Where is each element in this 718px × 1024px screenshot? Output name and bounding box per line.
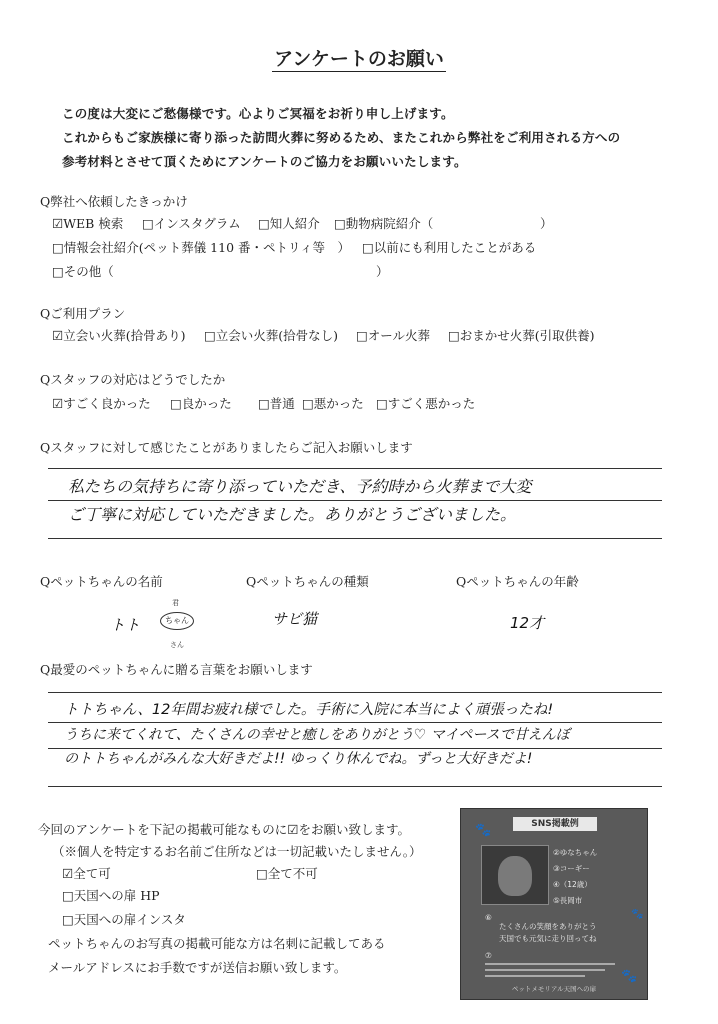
paw-icon: 🐾 bbox=[475, 823, 492, 838]
question-staff-comment: Qスタッフに対して感じたことがありましたらご記入お願いします bbox=[40, 440, 413, 455]
sns-item-6-text-2: 天国でも元気に走り回ってね bbox=[499, 934, 597, 943]
answer-line bbox=[48, 692, 662, 693]
sns-item-6-text-1: たくさんの笑顔をありがとう bbox=[499, 922, 597, 931]
checkbox-animal-hospital[interactable]: □動物病院紹介（ bbox=[334, 216, 434, 231]
sns-placeholder-text bbox=[485, 969, 605, 971]
answer-line bbox=[48, 538, 662, 539]
checkbox-plan-omakase[interactable]: □おまかせ火葬(引取供養) bbox=[448, 328, 595, 343]
answer-line bbox=[48, 722, 662, 723]
consent-privacy-note: （※個人を特定するお名前ご住所などは一切記載いたしません。） bbox=[52, 844, 422, 859]
checkbox-instagram[interactable]: □インスタグラム bbox=[142, 216, 241, 231]
message-line-2: うちに来てくれて、たくさんの幸せと癒しをありがとう♡ マイペースで甘えんぼ bbox=[64, 727, 570, 743]
sns-item-3: ③コーギー bbox=[553, 864, 590, 873]
checkbox-publish-all[interactable]: ☑全て可 bbox=[62, 866, 111, 881]
checkbox-used-before[interactable]: □以前にも利用したことがある bbox=[362, 240, 537, 255]
staff-comment-line-1: 私たちの気持ちに寄り添っていただき、予約時から火葬まで大変 bbox=[68, 477, 532, 496]
paw-icon: 🐾 bbox=[621, 969, 638, 984]
checkbox-good[interactable]: □良かった bbox=[170, 396, 232, 411]
checkbox-other[interactable]: □その他（ bbox=[52, 264, 114, 279]
checkbox-very-good[interactable]: ☑すごく良かった bbox=[52, 396, 151, 411]
question-pet-age: Qペットちゃんの年齢 bbox=[456, 574, 579, 589]
checkbox-plan-all[interactable]: □オール火葬 bbox=[356, 328, 431, 343]
checkbox-acquaintance[interactable]: □知人紹介 bbox=[258, 216, 320, 231]
pet-age-value: 12才 bbox=[510, 614, 545, 632]
dog-image-icon bbox=[498, 856, 532, 896]
sns-example-header: SNS掲載例 bbox=[513, 817, 597, 831]
message-line-3: のトトちゃんがみんな大好きだよ!! ゆっくり休んでね。ずっと大好きだよ! bbox=[64, 751, 533, 767]
honorific-san: さん bbox=[170, 641, 184, 649]
checkbox-publish-instagram[interactable]: □天国への扉インスタ bbox=[62, 912, 186, 927]
sns-footer: ペットメモリアル天国への扉 bbox=[511, 985, 597, 993]
question-pet-type: Qペットちゃんの種類 bbox=[246, 574, 369, 589]
pet-name-value: トト bbox=[110, 616, 141, 634]
intro-line-2: これからもご家族様に寄り添った訪問火葬に努めるため、またこれから弊社をご利用される方への bbox=[62, 130, 621, 145]
honorific-chan-circled: ちゃん bbox=[160, 612, 194, 630]
sns-example-photo bbox=[481, 845, 549, 905]
consent-instruction: 今回のアンケートを下記の掲載可能なものに☑をお願い致します。 bbox=[38, 822, 410, 837]
answer-line bbox=[48, 468, 662, 469]
intro-line-1: この度は大変にご愁傷様です。心よりご冥福をお祈り申し上げます。 bbox=[62, 106, 454, 121]
photo-note-line-1: ペットちゃんのお写真の掲載可能な方は名刺に記載してある bbox=[48, 936, 386, 951]
checkbox-plan-attend-no-bones[interactable]: □立会い火葬(拾骨なし) bbox=[204, 328, 339, 343]
sns-example-panel bbox=[460, 808, 648, 1000]
checkbox-plan-attend-with-bones[interactable]: ☑立会い火葬(拾骨あり) bbox=[52, 328, 186, 343]
close-paren: ） bbox=[540, 216, 553, 231]
sns-item-7-number: ⑦ bbox=[485, 951, 492, 960]
photo-note-line-2: メールアドレスにお手数ですが送信お願い致します。 bbox=[48, 960, 347, 975]
sns-item-5: ⑤長岡市 bbox=[553, 896, 583, 905]
message-line-1: トトちゃん、12年間お疲れ様でした。手術に入院に本当によく頑張ったね! bbox=[64, 702, 554, 718]
question-message-to-pet: Q最愛のペットちゃんに贈る言葉をお願いします bbox=[40, 662, 313, 677]
question-request-reason: Q弊社へ依頼したきっかけ bbox=[40, 194, 188, 209]
close-paren: ） bbox=[376, 264, 389, 279]
sns-placeholder-text bbox=[485, 963, 615, 965]
staff-comment-line-2: ご丁寧に対応していただきました。ありがとうございました。 bbox=[68, 505, 517, 524]
checkbox-publish-none[interactable]: □全て不可 bbox=[256, 866, 318, 881]
checkbox-bad[interactable]: □悪かった bbox=[302, 396, 364, 411]
question-pet-name: Qペットちゃんの名前 bbox=[40, 574, 163, 589]
sns-item-6-number: ⑥ bbox=[485, 913, 492, 922]
checkbox-very-bad[interactable]: □すごく悪かった bbox=[376, 396, 476, 411]
question-staff-response: Qスタッフの対応はどうでしたか bbox=[40, 372, 226, 387]
question-plan: Qご利用プラン bbox=[40, 306, 126, 321]
checkbox-web-search[interactable]: ☑WEB 検索 bbox=[52, 216, 124, 231]
answer-line bbox=[48, 500, 662, 501]
paw-icon: 🐾 bbox=[631, 909, 644, 920]
page-title: アンケートのお願い bbox=[274, 48, 444, 70]
answer-line bbox=[48, 786, 662, 787]
honorific-kun: 君 bbox=[172, 599, 179, 607]
checkbox-info-company[interactable]: □情報会社紹介(ペット葬儀 110 番・ペトリィ等 ） bbox=[52, 240, 350, 255]
checkbox-normal[interactable]: □普通 bbox=[258, 396, 295, 411]
checkbox-publish-hp[interactable]: □天国への扉 HP bbox=[62, 888, 160, 903]
pet-type-value: サビ猫 bbox=[272, 610, 318, 628]
sns-item-2: ②ゆなちゃん bbox=[553, 848, 598, 857]
intro-line-3: 参考材料とさせて頂くためにアンケートのご協力をお願いいたします。 bbox=[62, 154, 467, 169]
sns-item-4: ④（12歳） bbox=[553, 880, 592, 889]
sns-placeholder-text bbox=[485, 975, 585, 977]
